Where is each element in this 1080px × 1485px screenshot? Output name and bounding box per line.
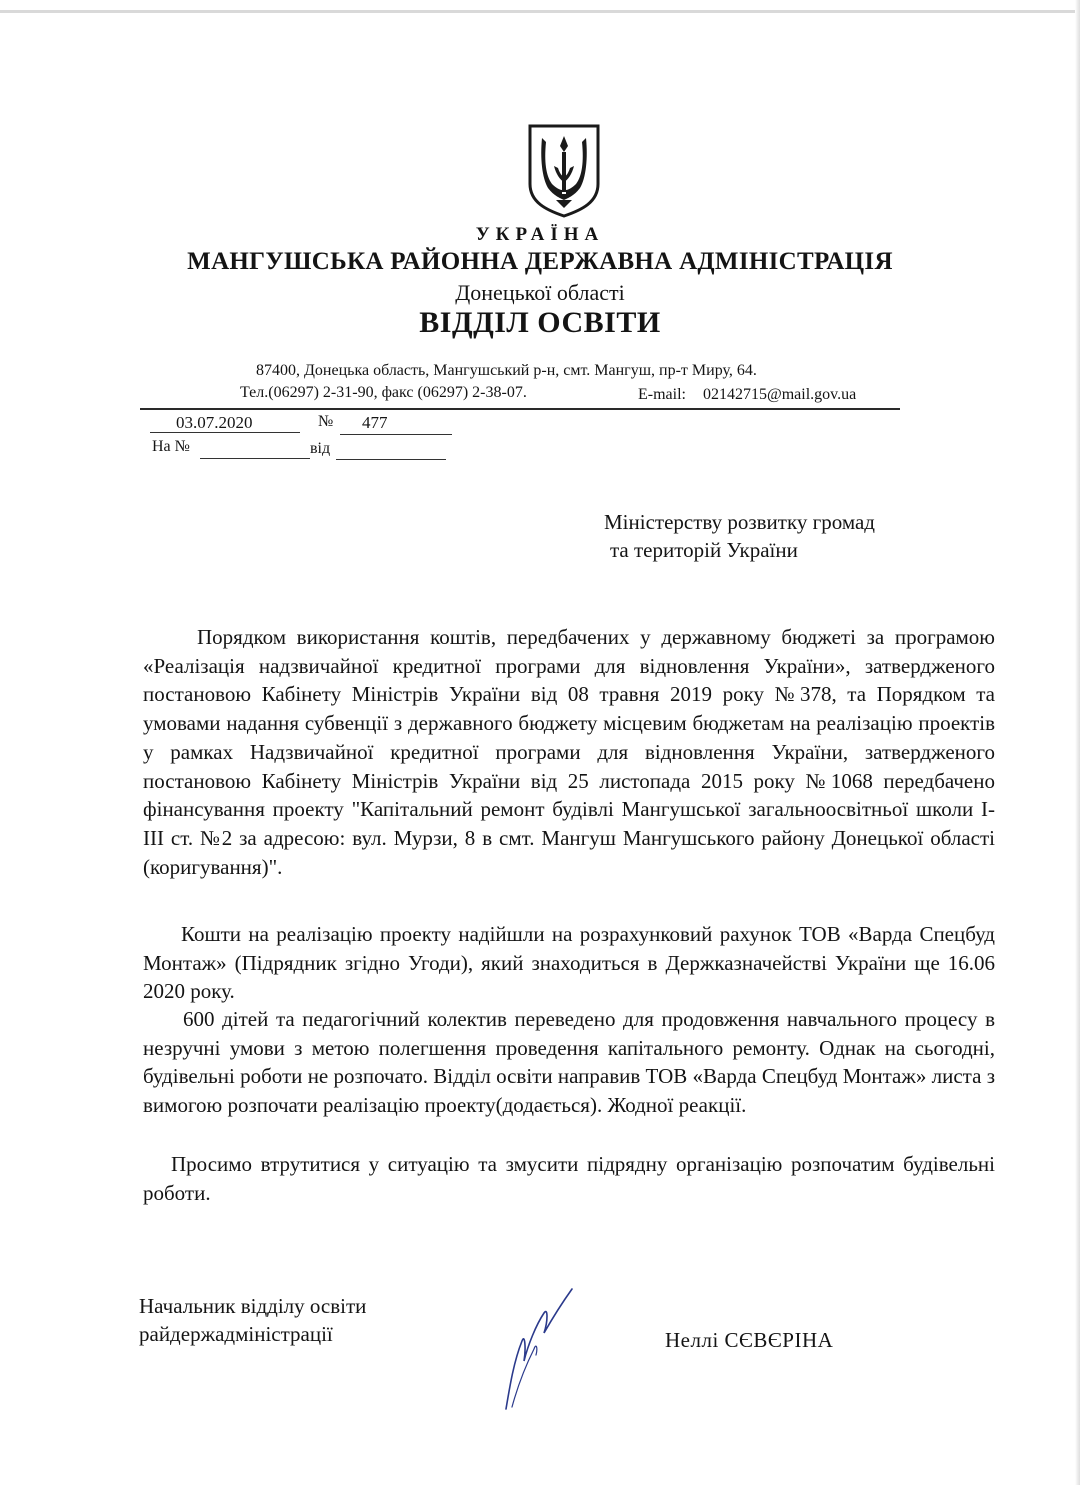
email-address: 02142715@mail.gov.ua — [703, 386, 857, 403]
body-paragraph-4: Просимо втрутитися у ситуацію та змусити підрядну організацію розпочатим будівельні роботи. — [143, 1152, 995, 1205]
reference-date-label: від — [310, 440, 331, 457]
number-underline — [340, 434, 452, 435]
address-line: 87400, Донецька область, Мангушський р-н, смт. Мангуш, пр-т Миру, 64. — [256, 362, 757, 379]
recipient-line-1: Міністерству розвитку громад — [604, 510, 875, 534]
country-name: УКРАЇНА — [475, 224, 605, 245]
body-paragraph-3: 600 дітей та педагогічний колектив переведено для продовження навчального процесу в незручні умови з метою полегшення проведення капітального ремонту. Однак на сьогодні, будівельні роботи не розпочато. Відділ освіти направив ТОВ «Варда Спецбуд Монтаж» листа з вимогою розпочати реалізацію проекту(додається). Жодної реакції. — [143, 1007, 995, 1118]
phone-fax-line: Тел.(06297) 2-31-90, факс (06297) 2-38-07. — [240, 384, 527, 401]
trident-emblem-icon — [526, 122, 602, 218]
administration-name: МАНГУШСЬКА РАЙОННА ДЕРЖАВНА АДМІНІСТРАЦІЯ — [187, 248, 893, 275]
signatory-name: Неллі СЄВЄРІНА — [665, 1328, 834, 1352]
scan-shadow — [1075, 0, 1080, 1485]
outgoing-number: 477 — [362, 413, 388, 432]
email-label: E-mail: — [638, 386, 686, 403]
reference-number-blank — [200, 458, 310, 459]
outgoing-date: 03.07.2020 — [176, 413, 253, 432]
handwritten-signature — [498, 1285, 588, 1415]
outgoing-number-label: № — [318, 413, 334, 430]
department-name: ВІДДІЛ ОСВІТИ — [419, 306, 661, 339]
signatory-title-line-2: райдержадміністрації — [139, 1322, 333, 1346]
date-underline — [150, 432, 300, 433]
signatory-title-line-1: Начальник відділу освіти — [139, 1294, 367, 1318]
recipient-line-2: та територій України — [610, 538, 798, 562]
region-name: Донецької області — [455, 280, 625, 305]
scan-edge-line — [0, 10, 1080, 13]
header-divider — [140, 408, 900, 410]
body-paragraph-1: Порядком використання коштів, передбачених у державному бюджеті за програмою «Реалізація надзвичайної кредитної програми для відновлення України», затвердженого постановою Кабінету Міністрів України від 08 травня 2019 року №378, та Порядком та умовами надання субвенції з державного бюджету місцевим бюджетам на реалізацію проектів у рамках Надзвичайної кредитної програми для відновлення України, затвердженого постановою Кабінету Міністрів України від 25 листопада 2015 року №1068 передбачено фінансування проекту "Капітальний ремонт будівлі Мангушської загальноосвітньої школи І-ІІІ ст. №2 за адресою: вул. Мурзи, 8 в смт. Мангуш Мангушського району Донецької області (коригування)". — [143, 625, 995, 879]
body-paragraph-2: Кошти на реалізацію проекту надійшли на розрахунковий рахунок ТОВ «Варда Спецбуд Монтаж» (Підрядник згідно Угоди), який знаходиться в Держказначействі України ще 16.06 2020 року. — [143, 922, 995, 1004]
reference-number-label: На № — [152, 438, 190, 455]
reference-date-blank — [336, 459, 446, 460]
